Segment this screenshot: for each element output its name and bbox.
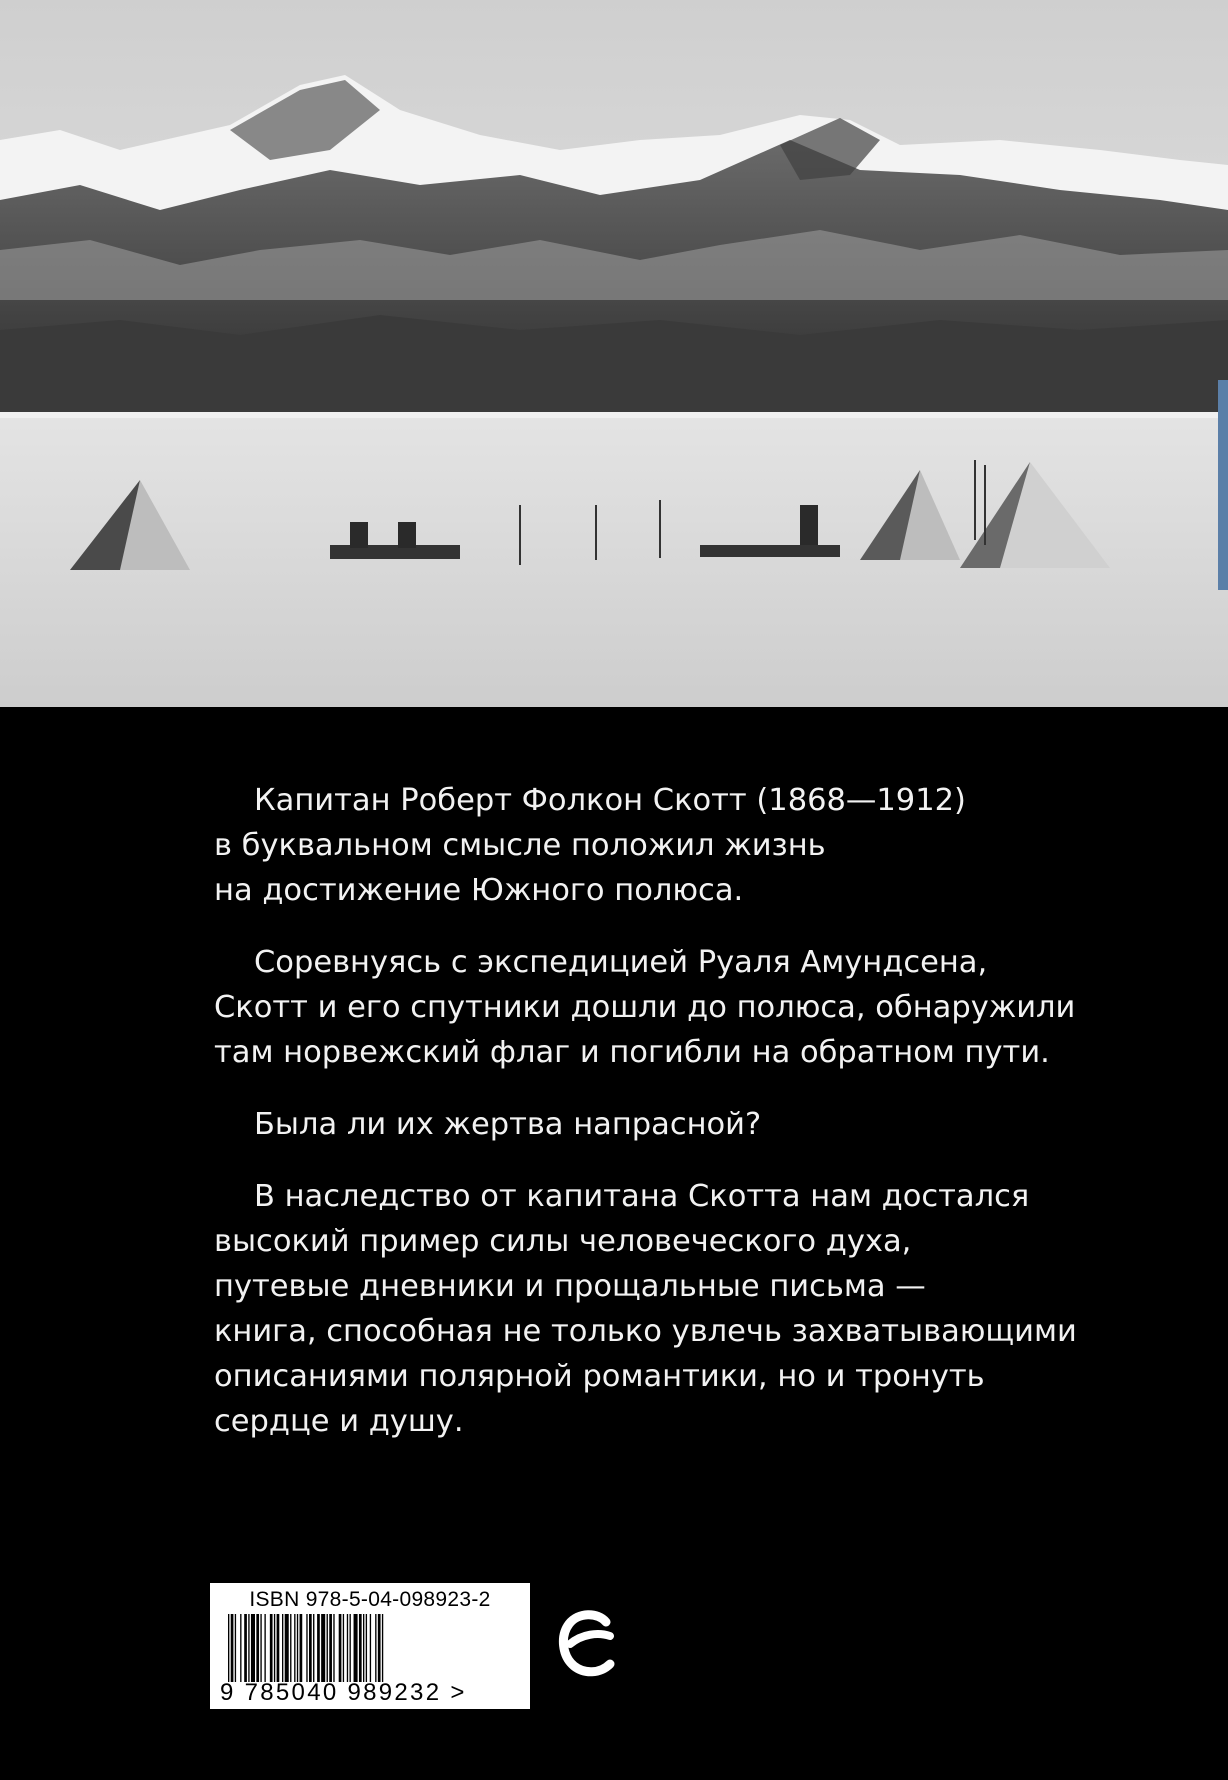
barcode-bar	[251, 1614, 255, 1682]
barcode-bar	[244, 1614, 247, 1682]
barcode-bar	[277, 1614, 280, 1682]
blurb-line: на достижение Южного полюса.	[214, 873, 744, 908]
blurb-line: там норвежский флаг и погибли на обратном пути.	[214, 1035, 1050, 1070]
barcode-bar	[240, 1614, 241, 1682]
barcode-bar	[270, 1614, 273, 1682]
barcode-bar	[354, 1614, 358, 1682]
antarctic-camp-photo	[0, 0, 1228, 707]
barcode-bars	[222, 1614, 518, 1682]
blurb-line: книга, способная не только увлечь захватывающими	[214, 1314, 1077, 1349]
barcode-bar	[366, 1614, 367, 1682]
barcode-bar	[228, 1614, 229, 1682]
barcode-bar	[321, 1614, 325, 1682]
isbn-barcode	[210, 1583, 530, 1709]
barcode-bar	[297, 1614, 298, 1682]
blurb-line: высокий пример силы человеческого духа,	[214, 1224, 912, 1259]
blurb-paragraph-4	[214, 1174, 1094, 1444]
barcode-bar	[359, 1614, 362, 1682]
barcode-bar	[274, 1614, 275, 1682]
barcode-bar	[339, 1614, 342, 1682]
barcode-bar	[282, 1614, 283, 1682]
spine-edge-strip	[1218, 380, 1228, 590]
blurb-paragraph-2	[214, 940, 1094, 1075]
barcode-bar	[264, 1614, 265, 1682]
isbn-number: ISBN 978-5-04-098923-2	[249, 1588, 491, 1611]
blurb-line: В наследство от капитана Скотта нам достался	[254, 1179, 1030, 1214]
barcode-bar	[382, 1614, 383, 1682]
barcode-bar	[333, 1614, 334, 1682]
barcode-bar	[347, 1614, 348, 1682]
blurb-line: путевые дневники и прощальные письма —	[214, 1269, 926, 1304]
barcode-bar	[306, 1614, 307, 1682]
barcode-bar	[350, 1614, 351, 1682]
barcode-bar	[343, 1614, 344, 1682]
barcode-bar	[231, 1614, 234, 1682]
barcode-bar	[375, 1614, 376, 1682]
barcode-bar	[248, 1614, 249, 1682]
blurb-line: Капитан Роберт Фолкон Скотт (1868—1912)	[254, 783, 966, 818]
blurb-line: Соревнуясь с экспедицией Руаля Амундсена,	[254, 945, 988, 980]
eksmo-logo-icon	[556, 1604, 620, 1682]
barcode-bar	[256, 1614, 259, 1682]
blurb-paragraph-3	[214, 1102, 1094, 1147]
barcode-bar	[294, 1614, 295, 1682]
cover-photo	[0, 0, 1228, 707]
blurb-line: Была ли их жертва напрасной?	[254, 1107, 762, 1142]
barcode-bar	[300, 1614, 303, 1682]
barcode-bar	[235, 1614, 236, 1682]
back-cover-blurb	[214, 778, 1094, 1471]
barcode-bar	[363, 1614, 364, 1682]
ean-digits: 9 785040 989232 >	[220, 1679, 467, 1706]
barcode-bar	[370, 1614, 371, 1682]
barcode-bar	[309, 1614, 312, 1682]
barcode-bar	[327, 1614, 328, 1682]
barcode-bar	[260, 1614, 261, 1682]
blurb-line: в буквальном смысле положил жизнь	[214, 828, 826, 863]
barcode-bar	[285, 1614, 289, 1682]
blurb-line: Скотт и его спутники дошли до полюса, обнаружили	[214, 990, 1076, 1025]
blurb-paragraph-1	[214, 778, 1094, 913]
barcode-bar	[378, 1614, 381, 1682]
barcode-bar	[317, 1614, 320, 1682]
barcode-bar	[313, 1614, 314, 1682]
barcode-bar	[290, 1614, 291, 1682]
barcode-bar	[329, 1614, 332, 1682]
blurb-line: сердце и душу.	[214, 1404, 464, 1439]
blurb-line: описаниями полярной романтики, но и тронуть	[214, 1359, 985, 1394]
publisher-logo	[556, 1604, 620, 1682]
